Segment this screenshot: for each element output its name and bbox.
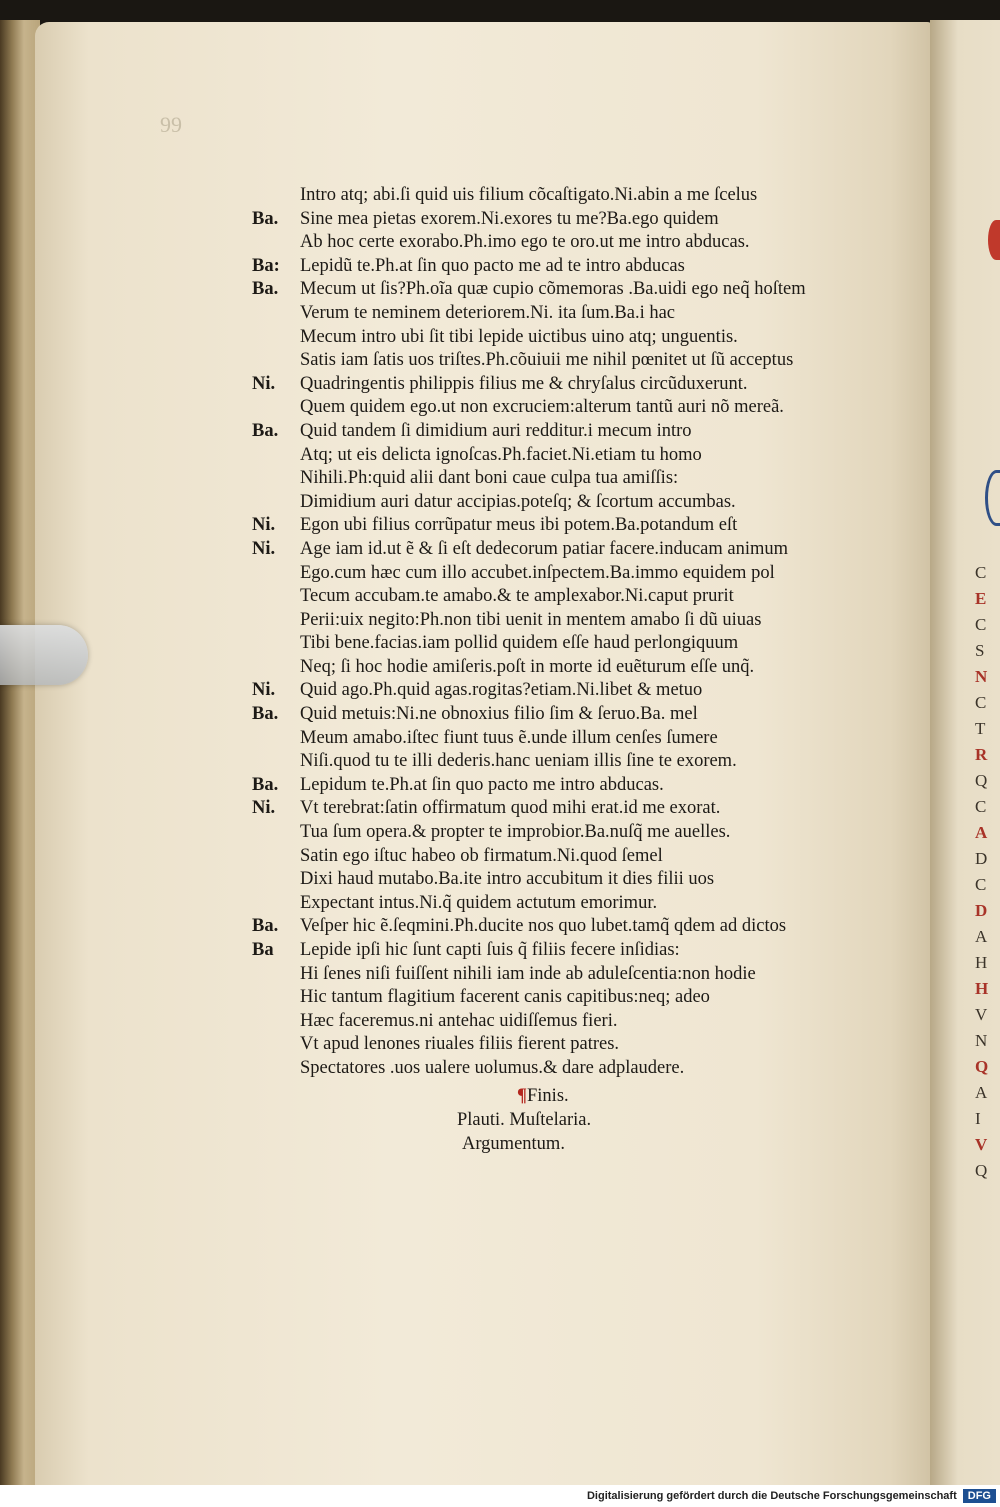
facing-page-letter: Q — [975, 1057, 989, 1076]
verse-line — [252, 444, 912, 468]
speaker-label — [252, 892, 300, 916]
speaker-label — [252, 632, 300, 656]
facing-page-letter: A — [975, 823, 988, 842]
verse-text: Mecum intro ubi ſit tibi lepide uictibus uino atq; unguentis. — [300, 326, 738, 347]
verse-line — [252, 609, 912, 633]
verse-line — [252, 821, 912, 845]
verse-text: Meum amabo.iſtec fiunt tuus ẽ.unde illum cenſes ſumere — [300, 727, 718, 748]
verse-text: Quid tandem ſi dimidium auri redditur.i mecum intro — [300, 420, 692, 441]
verse-text: Lepide ipſi hic ſunt capti ſuis q̃ filiis fecere inſidias: — [300, 940, 680, 960]
verse-line — [252, 467, 912, 491]
verse-text: Ab hoc certe exorabo.Ph.imo ego te oro.ut me intro abducas. — [300, 232, 750, 253]
verse-line — [252, 868, 912, 892]
verse-text: Quid ago.Ph.quid agas.rogitas?etiam.Ni.libet & metuo — [300, 680, 703, 701]
verse-text: Egon ubi filius corrũpatur meus ibi potem.Ba.potandum eſt — [300, 515, 738, 536]
speaker-label: Ni. — [252, 515, 276, 536]
speaker-label: Ba. — [252, 208, 279, 229]
speaker-label — [252, 845, 300, 869]
facing-page-letter: A — [975, 927, 988, 946]
verse-text: Satis iam ſatis uos triſtes.Ph.cõuiuii me nihil pœnitet ut ſũ acceptus — [300, 350, 794, 371]
verse-line — [252, 963, 912, 987]
facing-page-letters — [975, 560, 1000, 1184]
speaker-label — [252, 349, 300, 373]
verse-line — [252, 1010, 912, 1034]
facing-page-letter: Q — [975, 1161, 988, 1180]
verse-line — [252, 774, 912, 798]
verse-line — [252, 797, 912, 821]
verse-text: Verum te neminem deteriorem.Ni. ita ſum.Ba.i hac — [300, 302, 676, 323]
verse-text: Sine mea pietas exorem.Ni.exores tu me?Ba.ego quidem — [300, 208, 719, 229]
finis-label: Finis. — [527, 1085, 569, 1106]
dfg-logo: DFG — [963, 1489, 996, 1503]
verse-line — [252, 915, 912, 939]
verse-text: Tecum accubam.te amabo.& te amplexabor.Ni.caput prurit — [300, 586, 734, 607]
verse-line — [252, 562, 912, 586]
verse-line — [252, 231, 912, 255]
verse-line — [252, 373, 912, 397]
red-initial-fragment-icon — [988, 220, 1000, 260]
facing-page-letter: C — [975, 615, 987, 634]
facing-page-letter: T — [975, 719, 986, 738]
verse-line — [252, 1057, 912, 1081]
verse-line — [252, 703, 912, 727]
facing-page-letter: S — [975, 641, 985, 660]
verse-line — [252, 892, 912, 916]
verse-line — [252, 349, 912, 373]
verse-text: Tua ſum opera.& propter te improbior.Ba.nuſq̃ me auelles. — [300, 822, 731, 843]
speaker-label: Ba. — [252, 916, 279, 937]
speaker-label — [252, 727, 300, 751]
speaker-label — [252, 585, 300, 609]
speaker-label — [252, 963, 300, 987]
verse-line — [252, 420, 912, 444]
colophon-argument: Argumentum. — [462, 1133, 565, 1154]
facing-page-letter: E — [975, 589, 987, 608]
verse-line — [252, 278, 912, 302]
verse-text: Expectant intus.Ni.q̃ quidem actutum emorimur. — [300, 892, 658, 913]
verse-line — [252, 656, 912, 680]
speaker-label — [252, 302, 300, 326]
verse-lines — [252, 184, 912, 1081]
footer-credit: Digitalisierung gefördert durch die Deutsche Forschungsgemeinschaft — [586, 1490, 957, 1502]
facing-page-letter: V — [975, 1135, 988, 1154]
facing-page-letter: C — [975, 693, 987, 712]
facing-page-letter: I — [975, 1109, 981, 1128]
facing-page-letter: Q — [975, 771, 988, 790]
facing-page-letter: C — [975, 563, 987, 582]
verse-text: Vt apud lenones riuales filiis fierent patres. — [300, 1034, 620, 1055]
verse-line — [252, 302, 912, 326]
colophon-title: Plauti. Muſtelaria. — [457, 1109, 592, 1130]
speaker-label — [252, 231, 300, 255]
text-block — [252, 184, 912, 1157]
speaker-label: Ni. — [252, 538, 276, 559]
speaker-label: Ni. — [252, 798, 276, 819]
verse-text: Dimidium auri datur accipias.poteſq; & ſcortum accumbas. — [300, 491, 736, 512]
speaker-label: Ba. — [252, 704, 279, 725]
verse-text: Lepidum te.Ph.at ſin quo pacto me intro abducas. — [300, 774, 664, 795]
facing-page-letter: A — [975, 1083, 988, 1102]
verse-line — [252, 538, 912, 562]
speaker-label — [252, 750, 300, 774]
verse-line — [252, 326, 912, 350]
verse-text: Quem quidem ego.ut non excruciem:alterum tantũ auri nõ mereã. — [300, 397, 784, 418]
verse-text: Veſper hic ẽ.ſeqmini.Ph.ducite nos quo lubet.tamq̃ qdem ad dictos — [300, 916, 787, 937]
facing-page-letter: C — [975, 875, 987, 894]
book-fore-edge — [0, 20, 40, 1485]
footer-bar — [0, 1485, 1000, 1507]
speaker-label — [252, 444, 300, 468]
speaker-label: Ba. — [252, 279, 279, 300]
verse-text: Nihili.Ph:quid alii dant boni caue culpa tua amiſſis: — [300, 468, 679, 489]
verse-line — [252, 184, 912, 208]
verse-text: Mecum ut ſis?Ph.oĩa quæ cupio cõmemoras .Ba.uidi ego neq̃ hoſtem — [300, 279, 806, 300]
verse-text: Lepidũ te.Ph.at ſin quo pacto me ad te intro abducas — [300, 255, 685, 276]
verse-line — [252, 255, 912, 279]
speaker-label — [252, 491, 300, 515]
speaker-label — [252, 1033, 300, 1057]
facing-page-letter: R — [975, 745, 988, 764]
speaker-label — [252, 396, 300, 420]
verse-text: Tibi bene.facias.iam pollid quidem eſſe haud perlongiquum — [300, 633, 739, 654]
facing-page-letter: N — [975, 667, 988, 686]
facing-page-letter: C — [975, 797, 987, 816]
verse-line — [252, 491, 912, 515]
verse-text: Neq; ſi hoc hodie amiſeris.poſt in morte id euẽturum eſſe unq̃. — [300, 656, 755, 677]
verse-line — [252, 208, 912, 232]
verse-text: Vt terebrat:ſatin offirmatum quod mihi erat.id me exorat. — [300, 798, 721, 819]
verse-line — [252, 679, 912, 703]
verse-line — [252, 845, 912, 869]
verse-text: Dixi haud mutabo.Ba.ite intro accubitum it dies filii uos — [300, 869, 715, 890]
verse-line — [252, 585, 912, 609]
book-clip-icon — [0, 625, 88, 685]
speaker-label — [252, 821, 300, 845]
speaker-label: Ba. — [252, 774, 279, 795]
verse-line — [252, 939, 912, 963]
facing-page-letter: H — [975, 979, 989, 998]
speaker-label — [252, 868, 300, 892]
verse-line — [252, 1033, 912, 1057]
verse-text: Satin ego iſtuc habeo ob firmatum.Ni.quod ſemel — [300, 845, 663, 866]
speaker-label — [252, 467, 300, 491]
pilcrow-icon: ¶ — [517, 1085, 527, 1106]
speaker-label — [252, 656, 300, 680]
speaker-label: Ni. — [252, 373, 276, 394]
verse-text: Age iam id.ut ẽ & ſi eſt dedecorum patiar facere.inducam animum — [300, 538, 789, 559]
verse-line — [252, 727, 912, 751]
verse-line — [252, 986, 912, 1010]
verse-text: Atq; ut eis delicta ignoſcas.Ph.faciet.Ni.etiam tu homo — [300, 444, 702, 465]
verse-line — [252, 514, 912, 538]
speaker-label — [252, 986, 300, 1010]
speaker-label: Ni. — [252, 680, 276, 701]
facing-page-letter: V — [975, 1005, 988, 1024]
verse-line — [252, 396, 912, 420]
verse-line — [252, 632, 912, 656]
verse-text: Hæc faceremus.ni antehac uidiſſemus fieri. — [300, 1010, 618, 1031]
facing-page-letter: D — [975, 901, 988, 920]
verse-text: Quid metuis:Ni.ne obnoxius filio ſim & ſeruo.Ba. mel — [300, 704, 698, 725]
speaker-label — [252, 609, 300, 633]
speaker-label — [252, 184, 300, 208]
verse-text: Spectatores .uos ualere uolumus.& dare adplaudere. — [300, 1057, 685, 1078]
verse-text: Hic tantum flagitium facerent canis capitibus:neq; adeo — [300, 987, 710, 1008]
verse-text: Hi ſenes niſi fuiſſent nihili iam inde ab aduleſcentia:non hodie — [300, 963, 756, 984]
verse-text: Perii:uix negito:Ph.non tibi uenit in mentem amabo ſi dũ uiuas — [300, 609, 762, 630]
speaker-label: Ba — [252, 940, 274, 960]
ghost-folio-number: 99 — [160, 112, 182, 137]
verse-text: Niſi.quod tu te illi dederis.hanc ueniam illis ſine te exorem. — [300, 751, 737, 772]
colophon-finis — [252, 1085, 912, 1109]
speaker-label — [252, 1010, 300, 1034]
verse-text: Ego.cum hæc cum illo accubet.inſpectem.Ba.immo equidem pol — [300, 562, 775, 583]
speaker-label — [252, 1057, 300, 1081]
speaker-label: Ba. — [252, 420, 279, 441]
facing-page-letter: D — [975, 849, 988, 868]
speaker-label — [252, 326, 300, 350]
colophon — [252, 1085, 912, 1157]
speaker-label — [252, 562, 300, 586]
verse-line — [252, 750, 912, 774]
verse-text: Quadringentis philippis filius me & chryſalus circũduxerunt. — [300, 373, 748, 394]
facing-page-letter: N — [975, 1031, 988, 1050]
facing-page-letter: H — [975, 953, 988, 972]
verse-text: Intro atq; abi.ſi quid uis filium cõcaſtigato.Ni.abin a me ſcelus — [300, 185, 758, 205]
speaker-label: Ba: — [252, 255, 280, 276]
